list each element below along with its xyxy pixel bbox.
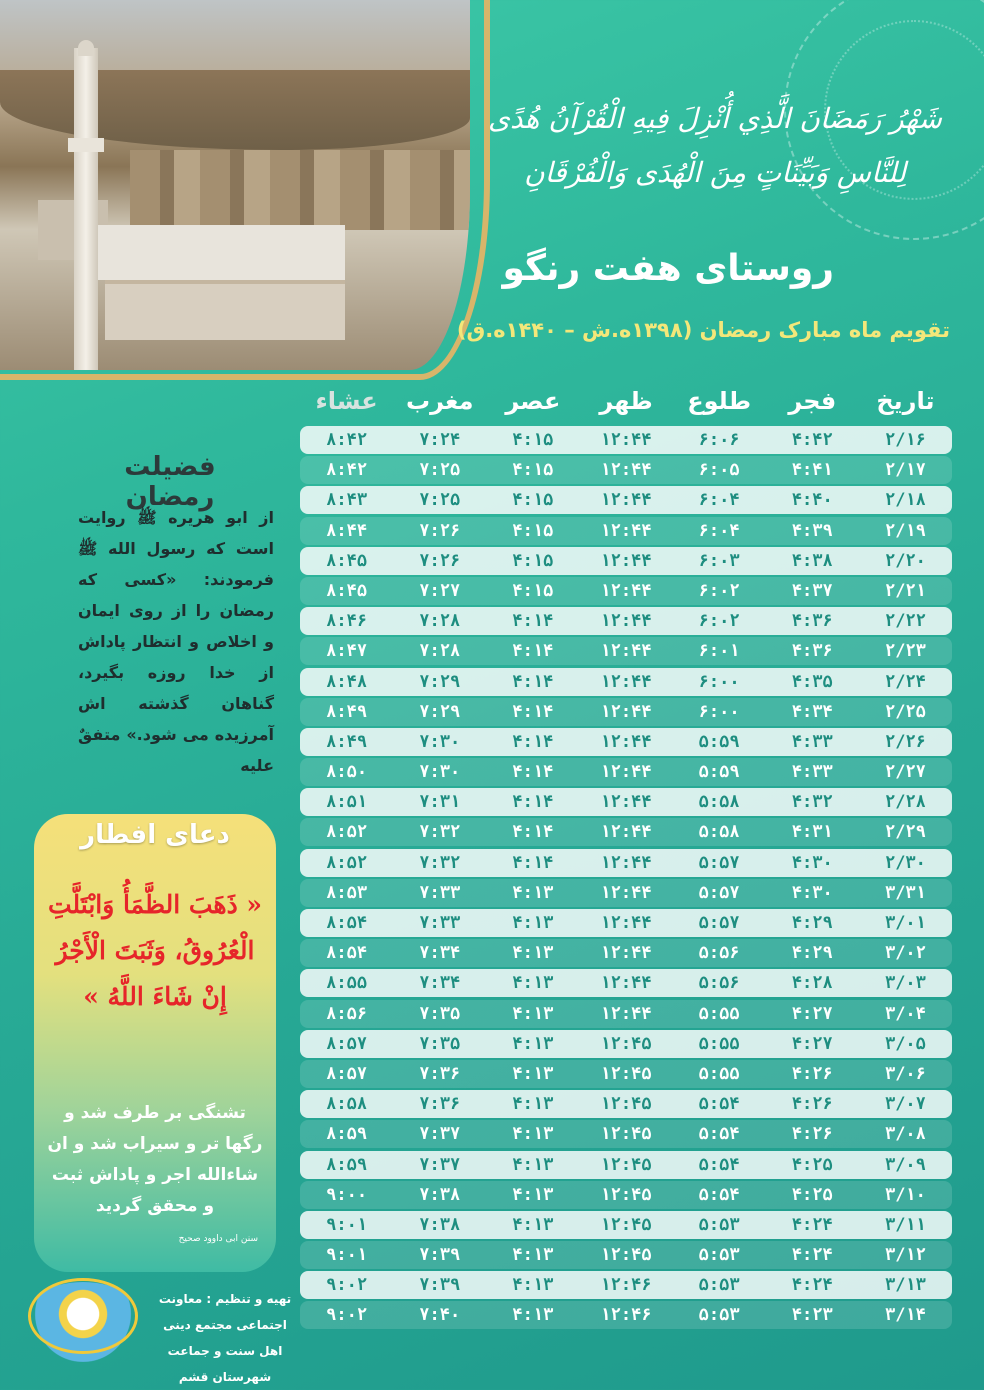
cell-asr: ۴:۱۳: [512, 1094, 554, 1115]
cell-dhuhr: ۱۲:۴۵: [600, 1214, 652, 1235]
cell-asr: ۴:۱۳: [512, 1184, 554, 1205]
cell-sunrise: ۵:۵۶: [698, 943, 740, 964]
cell-sunrise: ۶:۰۳: [698, 550, 740, 571]
table-row: [300, 1211, 952, 1239]
cell-maghrib: ۷:۳۴: [419, 973, 461, 994]
table-row: [300, 1181, 952, 1209]
cell-date: ۲/۲۰: [884, 550, 926, 571]
cell-sunrise: ۵:۵۶: [698, 973, 740, 994]
cell-maghrib: ۷:۳۹: [419, 1245, 461, 1266]
cell-fajr: ۴:۳۹: [791, 520, 833, 541]
cell-maghrib: ۷:۲۸: [419, 611, 461, 632]
cell-isha: ۹:۰۱: [326, 1245, 368, 1266]
table-row: [300, 818, 952, 846]
header-sunrise: طلوع: [687, 387, 752, 415]
cell-fajr: ۴:۲۵: [791, 1154, 833, 1175]
virtue-text: از ابو هریره ﷺ روایت است که رسول الله ﷺ فرمودند: «کسی که رمضان را از روی ایمان و اخلاص و انتظار پاداش از خدا روزه بگیرد، گناهان گذشته اش آمرزیده می شود.» متفقٌ علیه: [78, 508, 274, 775]
cell-sunrise: ۶:۰۱: [698, 641, 740, 662]
cell-dhuhr: ۱۲:۴۴: [600, 490, 652, 511]
cell-isha: ۸:۴۷: [326, 641, 368, 662]
cell-isha: ۸:۵۷: [326, 1063, 368, 1084]
cell-fajr: ۴:۲۴: [791, 1245, 833, 1266]
cell-sunrise: ۵:۵۷: [698, 913, 740, 933]
cell-asr: ۴:۱۴: [512, 701, 554, 722]
cell-date: ۳/۰۱: [884, 913, 926, 933]
cell-fajr: ۴:۳۲: [791, 792, 833, 813]
cell-maghrib: ۷:۲۹: [419, 671, 461, 692]
cell-maghrib: ۷:۲۵: [419, 460, 461, 481]
table-row: [300, 939, 952, 967]
dua-source: سنن ابی داوود صحیح: [178, 1234, 258, 1244]
cell-maghrib: ۷:۳۱: [419, 792, 461, 813]
table-row: [300, 547, 952, 575]
cell-isha: ۸:۵۶: [326, 1003, 368, 1024]
cell-dhuhr: ۱۲:۴۴: [600, 913, 652, 933]
cell-asr: ۴:۱۳: [512, 943, 554, 964]
cell-sunrise: ۶:۰۴: [698, 520, 740, 541]
cell-asr: ۴:۱۵: [512, 430, 554, 450]
cell-date: ۲/۱۷: [884, 460, 926, 481]
cell-maghrib: ۷:۳۵: [419, 1033, 461, 1054]
cell-isha: ۸:۴۳: [326, 490, 368, 511]
cell-sunrise: ۵:۵۵: [698, 1033, 740, 1054]
cell-asr: ۴:۱۵: [512, 550, 554, 571]
cell-sunrise: ۵:۵۵: [698, 1063, 740, 1084]
cell-fajr: ۴:۲۹: [791, 913, 833, 933]
cell-maghrib: ۷:۳۸: [419, 1214, 461, 1235]
cell-fajr: ۴:۳۴: [791, 701, 833, 722]
mosque-photo: [0, 0, 470, 370]
cell-date: ۳/۱۳: [884, 1275, 926, 1296]
table-row: [300, 607, 952, 635]
cell-date: ۳/۱۰: [884, 1184, 926, 1205]
cell-asr: ۴:۱۴: [512, 852, 554, 873]
cell-maghrib: ۷:۳۷: [419, 1154, 461, 1175]
cell-fajr: ۴:۲۳: [791, 1305, 833, 1326]
cell-date: ۳/۳۱: [884, 882, 926, 903]
cell-fajr: ۴:۲۹: [791, 943, 833, 964]
cell-maghrib: ۷:۳۳: [419, 882, 461, 903]
cell-dhuhr: ۱۲:۴۴: [600, 460, 652, 481]
cell-sunrise: ۵:۵۳: [698, 1245, 740, 1266]
cell-date: ۳/۰۸: [884, 1124, 926, 1145]
table-row: [300, 426, 952, 454]
cell-maghrib: ۷:۲۸: [419, 641, 461, 662]
cell-isha: ۹:۰۲: [326, 1305, 368, 1326]
header-isha: عشاء: [315, 387, 378, 415]
cell-sunrise: ۵:۵۷: [698, 852, 740, 873]
cell-asr: ۴:۱۴: [512, 731, 554, 752]
cell-isha: ۹:۰۲: [326, 1275, 368, 1296]
cell-date: ۲/۲۸: [884, 792, 926, 813]
cell-maghrib: ۷:۲۶: [419, 550, 461, 571]
cell-maghrib: ۷:۳۳: [419, 913, 461, 933]
cell-sunrise: ۶:۰۲: [698, 611, 740, 632]
cell-sunrise: ۵:۵۴: [698, 1094, 740, 1115]
cell-dhuhr: ۱۲:۴۴: [600, 430, 652, 450]
quran-verse-line-1: شَهْرُ رَمَضَانَ الَّذِي أُنْزِلَ فِيهِ الْقُرْآنُ هُدًى: [488, 102, 942, 135]
cell-asr: ۴:۱۳: [512, 1214, 554, 1235]
cell-maghrib: ۷:۳۵: [419, 1003, 461, 1024]
header-maghrib: مغرب: [406, 387, 474, 415]
cell-isha: ۸:۴۵: [326, 580, 368, 601]
table-row: [300, 1241, 952, 1269]
table-row: [300, 788, 952, 816]
quran-verse-line-2: لِلنَّاسِ وَبَيِّنَاتٍ مِنَ الْهُدَى وَالْفُرْقَانِ: [524, 156, 906, 189]
cell-date: ۲/۲۶: [884, 731, 926, 752]
cell-sunrise: ۶:۰۵: [698, 460, 740, 481]
cell-asr: ۴:۱۴: [512, 671, 554, 692]
cell-maghrib: ۷:۳۹: [419, 1275, 461, 1296]
cell-dhuhr: ۱۲:۴۶: [600, 1275, 652, 1296]
cell-maghrib: ۷:۳۰: [419, 762, 461, 783]
cell-isha: ۸:۵۴: [326, 913, 368, 933]
table-row: [300, 637, 952, 665]
cell-dhuhr: ۱۲:۴۴: [600, 671, 652, 692]
cell-sunrise: ۵:۵۳: [698, 1305, 740, 1326]
cell-isha: ۸:۴۸: [326, 671, 368, 692]
cell-date: ۳/۰۵: [884, 1033, 926, 1054]
cell-date: ۲/۱۹: [884, 520, 926, 541]
cell-dhuhr: ۱۲:۴۶: [600, 1305, 652, 1326]
dua-title: دعای افطار: [80, 820, 230, 850]
cell-dhuhr: ۱۲:۴۴: [600, 731, 652, 752]
cell-isha: ۸:۴۶: [326, 611, 368, 632]
cell-fajr: ۴:۲۶: [791, 1063, 833, 1084]
cell-dhuhr: ۱۲:۴۴: [600, 792, 652, 813]
cell-dhuhr: ۱۲:۴۵: [600, 1245, 652, 1266]
cell-isha: ۸:۵۴: [326, 943, 368, 964]
cell-dhuhr: ۱۲:۴۴: [600, 882, 652, 903]
cell-sunrise: ۶:۰۶: [698, 430, 740, 450]
cell-asr: ۴:۱۳: [512, 1033, 554, 1054]
cell-maghrib: ۷:۳۲: [419, 822, 461, 843]
header-fajr: فجر: [788, 387, 837, 415]
table-row: [300, 969, 952, 997]
cell-maghrib: ۷:۳۴: [419, 943, 461, 964]
cell-maghrib: ۷:۳۶: [419, 1094, 461, 1115]
table-header: [300, 380, 952, 422]
iftar-dua-box: [34, 814, 276, 1272]
cell-date: ۲/۲۱: [884, 580, 926, 601]
cell-dhuhr: ۱۲:۴۴: [600, 822, 652, 843]
cell-sunrise: ۶:۰۰: [698, 701, 740, 722]
cell-date: ۲/۲۷: [884, 762, 926, 783]
cell-fajr: ۴:۳۰: [791, 882, 833, 903]
cell-asr: ۴:۱۳: [512, 1305, 554, 1326]
virtue-title: فضیلت رمضان: [124, 452, 216, 512]
cell-dhuhr: ۱۲:۴۴: [600, 973, 652, 994]
cell-asr: ۴:۱۳: [512, 1124, 554, 1145]
table-row: [300, 698, 952, 726]
cell-asr: ۴:۱۴: [512, 611, 554, 632]
calendar-subtitle: تقویم ماه مبارک رمضان (۱۳۹۸ه.ش – ۱۴۴۰ه.ق): [456, 318, 950, 342]
table-row: [300, 909, 952, 937]
cell-dhuhr: ۱۲:۴۵: [600, 1063, 652, 1084]
cell-dhuhr: ۱۲:۴۵: [600, 1124, 652, 1145]
cell-dhuhr: ۱۲:۴۴: [600, 611, 652, 632]
cell-asr: ۴:۱۳: [512, 1003, 554, 1024]
header-asr: عصر: [505, 387, 561, 415]
prayer-times-table: [300, 380, 952, 1332]
cell-maghrib: ۷:۳۸: [419, 1184, 461, 1205]
table-row: [300, 668, 952, 696]
cell-maghrib: ۷:۲۹: [419, 701, 461, 722]
table-row: [300, 1271, 952, 1299]
cell-isha: ۸:۴۲: [326, 430, 368, 450]
cell-isha: ۸:۴۹: [326, 731, 368, 752]
cell-sunrise: ۵:۵۴: [698, 1184, 740, 1205]
cell-date: ۲/۲۳: [884, 641, 926, 662]
cell-maghrib: ۷:۴۰: [419, 1305, 461, 1326]
cell-isha: ۸:۵۵: [326, 973, 368, 994]
cell-dhuhr: ۱۲:۴۵: [600, 1154, 652, 1175]
cell-fajr: ۴:۲۶: [791, 1094, 833, 1115]
photo-houses: [130, 150, 470, 230]
cell-isha: ۸:۴۹: [326, 701, 368, 722]
cell-fajr: ۴:۳۳: [791, 762, 833, 783]
cell-isha: ۸:۴۵: [326, 550, 368, 571]
cell-isha: ۸:۵۹: [326, 1154, 368, 1175]
cell-isha: ۸:۵۰: [326, 762, 368, 783]
cell-asr: ۴:۱۵: [512, 520, 554, 541]
cell-fajr: ۴:۴۲: [791, 430, 833, 450]
footer-credit: تهیه و تنظیم : معاونت اجتماعی مجتمع دینی اهل سنت و جماعت شهرستان قشم: [158, 1292, 292, 1384]
table-row: [300, 1060, 952, 1088]
cell-date: ۳/۰۶: [884, 1063, 926, 1084]
cell-isha: ۹:۰۰: [326, 1184, 368, 1205]
cell-asr: ۴:۱۴: [512, 762, 554, 783]
cell-asr: ۴:۱۴: [512, 822, 554, 843]
cell-maghrib: ۷:۳۰: [419, 731, 461, 752]
cell-maghrib: ۷:۳۶: [419, 1063, 461, 1084]
cell-fajr: ۴:۲۴: [791, 1275, 833, 1296]
cell-date: ۳/۱۲: [884, 1245, 926, 1266]
cell-date: ۲/۱۶: [884, 430, 926, 450]
cell-sunrise: ۵:۵۳: [698, 1214, 740, 1235]
photo-mosque-roof: [95, 225, 345, 280]
cell-fajr: ۴:۲۴: [791, 1214, 833, 1235]
cell-isha: ۸:۵۹: [326, 1124, 368, 1145]
cell-fajr: ۴:۳۵: [791, 671, 833, 692]
cell-isha: ۸:۴۲: [326, 460, 368, 481]
cell-asr: ۴:۱۳: [512, 882, 554, 903]
dua-arabic: « ذَهَبَ الظَّمَأُ وَابْتَلَّتِ الْعُرُوقُ، وَثَبَتَ الْأَجْرُ إِنْ شَاءَ اللَّهُ »: [47, 890, 263, 1011]
cell-isha: ۸:۵۱: [326, 792, 368, 813]
table-row: [300, 879, 952, 907]
cell-asr: ۴:۱۳: [512, 1275, 554, 1296]
cell-fajr: ۴:۲۷: [791, 1003, 833, 1024]
cell-fajr: ۴:۲۵: [791, 1184, 833, 1205]
cell-sunrise: ۶:۰۴: [698, 490, 740, 511]
cell-maghrib: ۷:۲۴: [419, 430, 461, 450]
cell-isha: ۸:۵۷: [326, 1033, 368, 1054]
cell-sunrise: ۵:۵۵: [698, 1003, 740, 1024]
cell-date: ۳/۰۹: [884, 1154, 926, 1175]
table-row: [300, 577, 952, 605]
cell-isha: ۸:۵۳: [326, 882, 368, 903]
photo-mosque-wall: [105, 280, 345, 340]
cell-fajr: ۴:۳۸: [791, 550, 833, 571]
cell-date: ۳/۱۱: [884, 1214, 926, 1235]
cell-sunrise: ۵:۵۳: [698, 1275, 740, 1296]
table-row: [300, 1151, 952, 1179]
cell-sunrise: ۵:۵۸: [698, 822, 740, 843]
table-row: [300, 486, 952, 514]
cell-isha: ۸:۵۲: [326, 852, 368, 873]
cell-asr: ۴:۱۴: [512, 792, 554, 813]
cell-maghrib: ۷:۲۷: [419, 580, 461, 601]
cell-date: ۳/۰۲: [884, 943, 926, 964]
cell-isha: ۸:۵۲: [326, 822, 368, 843]
table-row: [300, 849, 952, 877]
cell-maghrib: ۷:۲۵: [419, 490, 461, 511]
cell-sunrise: ۵:۵۸: [698, 792, 740, 813]
cell-dhuhr: ۱۲:۴۴: [600, 580, 652, 601]
cell-date: ۳/۱۴: [884, 1305, 926, 1326]
cell-date: ۲/۱۸: [884, 490, 926, 511]
cell-date: ۲/۳۰: [884, 852, 926, 873]
cell-date: ۳/۰۴: [884, 1003, 926, 1024]
cell-asr: ۴:۱۳: [512, 973, 554, 994]
table-row: [300, 728, 952, 756]
cell-sunrise: ۵:۵۹: [698, 762, 740, 783]
cell-isha: ۸:۵۸: [326, 1094, 368, 1115]
cell-fajr: ۴:۲۸: [791, 973, 833, 994]
cell-dhuhr: ۱۲:۴۵: [600, 1094, 652, 1115]
cell-dhuhr: ۱۲:۴۵: [600, 1033, 652, 1054]
cell-fajr: ۴:۳۷: [791, 580, 833, 601]
cell-asr: ۴:۱۳: [512, 1154, 554, 1175]
cell-sunrise: ۵:۵۴: [698, 1154, 740, 1175]
cell-date: ۳/۰۳: [884, 973, 926, 994]
cell-dhuhr: ۱۲:۴۵: [600, 1184, 652, 1205]
dua-translation: تشنگی بر طرف شد و رگها تر و سیراب شد و ان شاءالله اجر و پاداش ثبت و محقق گردید: [47, 1103, 263, 1216]
cell-sunrise: ۶:۰۲: [698, 580, 740, 601]
table-body: [300, 426, 952, 1329]
header-dhuhr: ظهر: [599, 387, 653, 415]
cell-asr: ۴:۱۵: [512, 580, 554, 601]
cell-fajr: ۴:۳۶: [791, 611, 833, 632]
cell-date: ۲/۲۴: [884, 671, 926, 692]
header-date: تاریخ: [876, 387, 935, 415]
table-row: [300, 517, 952, 545]
cell-fajr: ۴:۳۳: [791, 731, 833, 752]
cell-sunrise: ۵:۵۷: [698, 882, 740, 903]
cell-date: ۳/۰۷: [884, 1094, 926, 1115]
cell-dhuhr: ۱۲:۴۴: [600, 550, 652, 571]
cell-fajr: ۴:۳۰: [791, 852, 833, 873]
cell-date: ۲/۲۵: [884, 701, 926, 722]
cell-fajr: ۴:۲۷: [791, 1033, 833, 1054]
cell-dhuhr: ۱۲:۴۴: [600, 943, 652, 964]
table-row: [300, 1030, 952, 1058]
cell-asr: ۴:۱۴: [512, 641, 554, 662]
table-row: [300, 1000, 952, 1028]
cell-asr: ۴:۱۳: [512, 913, 554, 933]
cell-isha: ۹:۰۱: [326, 1214, 368, 1235]
table-row: [300, 1120, 952, 1148]
photo-minaret: [74, 48, 98, 370]
quran-verse: [480, 92, 950, 200]
cell-dhuhr: ۱۲:۴۴: [600, 701, 652, 722]
cell-dhuhr: ۱۲:۴۴: [600, 1003, 652, 1024]
table-row: [300, 758, 952, 786]
cell-date: ۲/۲۲: [884, 611, 926, 632]
cell-asr: ۴:۱۳: [512, 1245, 554, 1266]
cell-maghrib: ۷:۲۶: [419, 520, 461, 541]
cell-asr: ۴:۱۵: [512, 490, 554, 511]
cell-sunrise: ۵:۵۹: [698, 731, 740, 752]
cell-fajr: ۴:۲۶: [791, 1124, 833, 1145]
cell-dhuhr: ۱۲:۴۴: [600, 762, 652, 783]
cell-date: ۲/۲۹: [884, 822, 926, 843]
cell-asr: ۴:۱۳: [512, 1063, 554, 1084]
cell-sunrise: ۶:۰۰: [698, 671, 740, 692]
cell-fajr: ۴:۳۶: [791, 641, 833, 662]
cell-maghrib: ۷:۳۷: [419, 1124, 461, 1145]
cell-asr: ۴:۱۵: [512, 460, 554, 481]
cell-dhuhr: ۱۲:۴۴: [600, 520, 652, 541]
table-row: [300, 456, 952, 484]
cell-sunrise: ۵:۵۴: [698, 1124, 740, 1145]
table-row: [300, 1301, 952, 1329]
cell-fajr: ۴:۴۰: [791, 490, 833, 511]
cell-fajr: ۴:۳۱: [791, 822, 833, 843]
table-row: [300, 1090, 952, 1118]
cell-dhuhr: ۱۲:۴۴: [600, 641, 652, 662]
cell-maghrib: ۷:۳۲: [419, 852, 461, 873]
cell-isha: ۸:۴۴: [326, 520, 368, 541]
logo-ring: [28, 1278, 138, 1354]
village-title: روستای هفت رنگو: [502, 248, 834, 289]
cell-fajr: ۴:۴۱: [791, 460, 833, 481]
cell-dhuhr: ۱۲:۴۴: [600, 852, 652, 873]
